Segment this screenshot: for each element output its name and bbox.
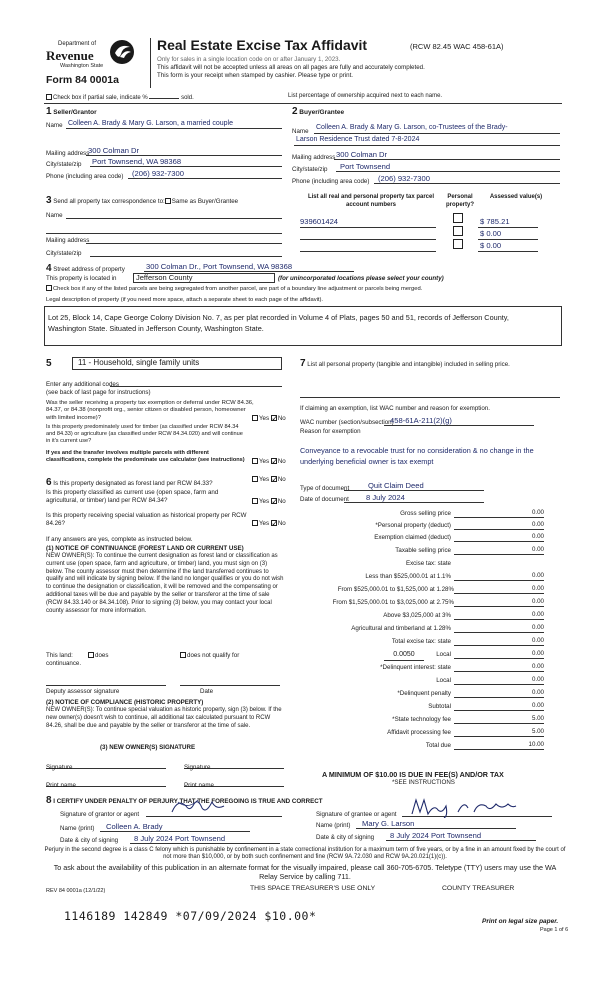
grantee-sig-label: Signature of grantee or agent [316, 811, 397, 818]
treasurer-space: THIS SPACE TREASURER'S USE ONLY [250, 885, 376, 892]
buyer-name-label: Name [292, 128, 309, 135]
street-value: 300 Colman Dr., Port Townsend, WA 98368 [146, 262, 293, 271]
parcel-row-2-personal-checkbox[interactable] [453, 226, 463, 236]
gross-row: Gross selling price 0.00 [400, 509, 544, 517]
delinquent-local-row: Local 0.00 [436, 676, 544, 684]
tier4-row: Above $3,025,000 at 3% 0.00 [383, 611, 544, 619]
buyer-mailing-label: Mailing address [292, 154, 336, 161]
perjury-text: Perjury in the second degree is a class C felony which is punishable by confinement in a state correctional institution for a maximum term of five years, or by a fine in an amount fixed by the court of not more than $10,000, or by both such confinement and fine (RCW 9A.72.030 and RCW 9A.20.021(1)(c)). [44, 847, 566, 860]
delinquent-state-row: *Delinquent interest: state 0.00 [380, 663, 544, 671]
partial-sale-row [46, 94, 194, 103]
seller-phone-label: Phone (including area code) [46, 173, 124, 180]
seller-heading: 1 Seller/Grantor [46, 106, 97, 117]
wac-value: 458-61A-211(2)(g) [390, 416, 452, 425]
doc-type-value: Quit Claim Deed [368, 481, 424, 490]
grantee-name-label: Name (print) [316, 822, 351, 829]
delinquent-penalty-row: *Delinquent penalty 0.00 [397, 689, 544, 697]
grantor-sig-label: Signature of grantor or agent [60, 811, 140, 818]
s6-q1-answer: Yes ✓ No [252, 476, 286, 484]
parcel-row-1-number: 939601424 [300, 217, 339, 226]
doc-type-label: Type of document [300, 485, 350, 492]
s6-q3-yes-checkbox[interactable] [252, 520, 258, 526]
parcel-row-2-number-field[interactable] [300, 231, 436, 240]
local-row: 0.0050 Local 0.00 [316, 651, 546, 662]
seller-mailing-label: Mailing address [46, 150, 90, 157]
ownership-note: List percentage of ownership acquired next to each name. [288, 93, 443, 99]
tech-fee-row: *State technology fee 5.00 [392, 715, 544, 723]
county-treasurer: COUNTY TREASURER [442, 885, 515, 892]
reason-label: Reason for exemption [300, 428, 361, 435]
s5-q2-yes-checkbox[interactable] [252, 458, 258, 464]
seller-name: Colleen A. Brady & Mary G. Larson, a married couple [68, 120, 233, 127]
grantor-date-label: Date & city of signing [60, 837, 119, 844]
partial-sale-checkbox[interactable] [46, 94, 52, 100]
s5-q1-answer: Yes ✓ No [252, 415, 286, 423]
subtotal-row: Subtotal 0.00 [428, 702, 544, 710]
s6-q2-yes-checkbox[interactable] [252, 498, 258, 504]
receipt-stamp: 1146189 142849 *07/09/2024 $10.00* [64, 909, 317, 923]
same-as-buyer-checkbox[interactable] [165, 198, 171, 204]
segregated-checkbox[interactable] [46, 285, 52, 291]
parcels-col2-header: Personal property? [445, 194, 474, 208]
s7-label: 7 List all personal property (tangible and intangible) included in selling price. [300, 358, 510, 369]
s6-q1-no-checkbox[interactable] [271, 476, 277, 482]
buyer-heading: 2 Buyer/Grantee [292, 106, 345, 117]
s5-q1-yes-checkbox[interactable] [252, 415, 258, 421]
parcel-row-3-number-field[interactable] [300, 243, 436, 252]
corr-name-label: Name [46, 212, 63, 219]
form-title: Real Estate Excise Tax Affidavit [157, 37, 368, 53]
total-state-row: Total excise tax: state 0.00 [391, 637, 544, 645]
grantee-signature-icon [408, 796, 518, 818]
dept-line1: Department of [58, 41, 97, 47]
additional-codes-label1: Enter any additional codes [46, 381, 119, 388]
header-note1: Only for sales in a single location code on or after January 1, 2023. [157, 56, 341, 63]
doc-date-label: Date of document [300, 496, 349, 503]
s6-q2-answer: Yes ✓ No [252, 498, 286, 506]
deputy-date-field[interactable] [180, 678, 280, 686]
corr-blank-field[interactable] [46, 225, 282, 234]
grantee-date-value: 8 July 2024 Port Townsend [390, 831, 482, 840]
seller-name-label: Name [46, 122, 63, 129]
tier1-row: Less than $525,000.01 at 1.1% 0.00 [365, 572, 544, 580]
land-use-value: 11 - Household, single family units [78, 358, 200, 367]
notice2-heading: (2) NOTICE OF COMPLIANCE (HISTORIC PROPERTY) [46, 699, 204, 706]
segregated-row: Check box if any of the listed parcels are being segregated from another parcel, are part of a boundary line adjustment or parcels being merged. [46, 285, 422, 293]
parcel-row-1-personal-checkbox[interactable] [453, 213, 463, 223]
s6-q1: 6 Is this property designated as forest land per RCW 84.33? [46, 477, 213, 488]
parcels-col1-header: List all real and personal property tax parcel account numbers [307, 194, 435, 208]
s6-q3-no-checkbox[interactable] [271, 520, 277, 526]
buyer-phone: (206) 932-7300 [378, 174, 430, 183]
legal-desc-value: Lot 25, Block 14, Cape George Colony Division No. 7, as per plat recorded in Volume 4 of Plats, pages 50 and 51, records of Jefferson County, Washington State. Situated in Jefferson County, Washington State. [48, 313, 509, 333]
s6-q3: Is this property receiving special valuation as historical property per RCW 84.26? [46, 512, 247, 527]
s6-q3-answer: Yes ✓ No [252, 520, 286, 528]
corr-mailing-field[interactable] [86, 235, 282, 244]
total-due-row: Total due 10.00 [425, 741, 544, 749]
new-owner-print2-label: Print name [184, 782, 214, 789]
does-option: does [88, 652, 108, 660]
tier3-row: From $1,525,000.01 to $3,025,000 at 2.75% 0.00 [332, 598, 544, 606]
street-label: 4 Street address of property [46, 263, 125, 274]
does-not-qualify-checkbox[interactable] [180, 652, 186, 658]
grantor-name-label: Name (print) [60, 825, 95, 832]
grantor-name-value: Colleen A. Brady [106, 822, 163, 831]
grantee-date-label: Date & city of signing [316, 834, 375, 841]
corr-city-field[interactable] [90, 248, 282, 257]
wac-label: WAC number (section/subsection) [300, 419, 394, 426]
doc-date-value: 8 July 2024 [366, 493, 405, 502]
s5-q2a: Is this property predominately used for timber (as classified under RCW 84.34 and 84.33) or agriculture (as classified under RCW 84.34.020) and will continue in it's current use? [46, 424, 243, 444]
seller-city: Port Townsend, WA 98368 [92, 157, 182, 166]
deputy-sig-label: Deputy assessor signature [46, 688, 120, 695]
exemption-label: If claiming an exemption, list WAC number and reason for exemption. [300, 405, 490, 412]
s6-q1-yes-checkbox[interactable] [252, 476, 258, 482]
parcel-row-1-value: $ 785.21 [480, 217, 510, 226]
this-land-row: This land: [46, 652, 73, 659]
corr-city-label: City/state/zip [46, 250, 82, 257]
new-owner-print1-label: Print name [46, 782, 76, 789]
local-rate[interactable]: 0.0050 [384, 651, 424, 661]
buyer-name-line2: Larson Residence Trust dated 7-8-2024 [296, 136, 420, 143]
buyer-city: Port Townsend [340, 162, 391, 171]
top-rule [44, 103, 562, 104]
buyer-city-label: City/state/zip [292, 166, 328, 173]
s5-q1-no-checkbox[interactable] [271, 415, 277, 421]
form-number: Form 84 0001a [46, 74, 119, 86]
grantor-date-value: 8 July 2024 Port Townsend [134, 834, 226, 843]
dept-line3: Washington State [60, 63, 104, 69]
perjury-notice [40, 847, 570, 861]
deputy-sig-field[interactable] [46, 678, 166, 686]
grantor-signature-icon [168, 796, 228, 818]
notice1-body: NEW OWNER(S): To continue the current designation as forest land or classification as current use (open space, farm and agriculture, or timber) land, you must sign on (3) below. The county assessor must then determine if the land transferred continues to qualify and will indicate by signing below. If the land no longer qualifies or you do not wish to continue the designation or classification, it will be removed and the compensating or additional taxes will be due and payable by the seller or transferor at the time of sale (RCW 84.33.140 or 84.34.108). Prior to signing (3) below, you may contact your local county assessor for more information. [46, 553, 284, 614]
s6-q2: Is this property classified as current use (open space, farm and agricultural, or timber) land per RCW 84.34? [46, 489, 219, 504]
legal-desc-label: Legal description of property (if you need more space, attach a separate sheet to each page of the affidavit). [46, 297, 324, 303]
new-owner-sig1-label: Signature [46, 764, 73, 771]
parcel-row-3-personal-checkbox[interactable] [453, 239, 463, 249]
dor-swirl-icon [108, 38, 136, 66]
buyer-mailing: 300 Colman Dr [336, 150, 388, 159]
additional-codes-field[interactable] [110, 379, 282, 387]
minimum-due-note: A MINIMUM OF $10.00 IS DUE IN FEE(S) AND/OR TAX [322, 770, 504, 779]
correspondence-heading: 3 Send all property tax correspondence to: Same as Buyer/Grantee [46, 195, 239, 206]
s7-personal-prop-field[interactable] [300, 390, 560, 398]
new-owner-sig2-label: Signature [184, 764, 211, 771]
legal-paper-note: Print on legal size paper. [482, 918, 559, 925]
header-note2: This affidavit will not be accepted unless all areas on all pages are fully and accurately completed. [157, 64, 425, 71]
buyer-name-line1: Colleen A. Brady & Mary G. Larson, co-Trustees of the Brady- [316, 124, 508, 131]
seller-phone: (206) 932-7300 [132, 169, 184, 178]
additional-codes-label2: (see back of last page for instructions) [46, 389, 151, 396]
parcel-row-2-value: $ 0.00 [480, 229, 502, 238]
seller-city-label: City/state/zip [46, 161, 82, 168]
header-divider [150, 38, 151, 88]
s5-q2b: If yes and the transfer involves multiple parcels with different classifications, complete the predominate use calculator (see instructions) [46, 450, 245, 463]
partial-sale-label: Check box if partial sale, indicate % [53, 95, 148, 101]
tax-calculation [316, 510, 546, 780]
grantee-name-value: Mary G. Larson [362, 819, 415, 828]
taxable-row: Taxable selling price 0.00 [395, 546, 544, 554]
page-number: Page 1 of 6 [540, 927, 569, 933]
parcels-col3-header: Assessed value(s) [489, 194, 543, 200]
revision: REV 84 0001a (12/1/22) [46, 888, 106, 894]
see-instructions-note: *SEE INSTRUCTIONS [392, 779, 455, 786]
personal-row: *Personal property (deduct) 0.00 [375, 521, 544, 529]
parcel-row-3-value: $ 0.00 [480, 241, 502, 250]
tier5-row: Agricultural and timberland at 1.28% 0.00 [351, 624, 544, 632]
buyer-phone-label: Phone (including area code) [292, 178, 370, 185]
corr-name-field[interactable] [66, 210, 282, 219]
county-value: Jefferson County [136, 273, 193, 282]
s5-q2-answer: Yes ✓ No [252, 458, 286, 466]
reason-value: Conveyance to a revocable trust for no consideration & no change in the underlying beneficial owner is tax exempt [300, 446, 534, 466]
availability-notice: To ask about the availability of this publication in an alternate format for the visually impaired, please call 360-705-6705. Teletype (TTY) users may use the WA Relay Service by calling 711. [53, 863, 557, 881]
county-note: (for unincorporated locations please select your county) [278, 275, 444, 282]
certify-line: 8 I CERTIFY UNDER PENALTY OF PERJURY THAT THE FOREGOING IS TRUE AND CORRECT [46, 795, 323, 806]
notice2-body: NEW OWNER(S): To continue special valuation as historic property, sign (3) below. If the new owner(s) doesn't wish to continue, all additional tax calculated pursuant to RCW 84.26, shall be due and payable by the seller or transferor at the time of sale. [46, 707, 282, 729]
section5-num: 5 [46, 358, 52, 369]
notice3-heading: (3) NEW OWNER(S) SIGNATURE [100, 744, 196, 751]
header-note3: This form is your receipt when stamped by cashier. Please type or print. [157, 72, 354, 79]
s5-q2-no-checkbox[interactable] [271, 458, 277, 464]
dept-line2: Revenue [46, 48, 94, 63]
notice1-heading: (1) NOTICE OF CONTINUANCE (FOREST LAND OR CURRENT USE) [46, 545, 244, 552]
exempt-row: Exemption claimed (deduct) 0.00 [374, 533, 544, 541]
processing-fee-row: Affidavit processing fee 5.00 [387, 728, 544, 736]
seller-mailing: 300 Colman Dr [88, 146, 140, 155]
corr-mailing-label: Mailing address [46, 237, 90, 244]
continuance-label: continuance. [46, 660, 82, 667]
s5-q1: Was the seller receiving a property tax exemption or deferral under RCW 84.36, 84.37, or 84.38 (nonprofit org., senior citizen or disabled person, homeowner with limited income)? [46, 400, 254, 421]
does-not-option: does not qualify for [180, 652, 239, 660]
doc-date-field[interactable] [344, 494, 484, 503]
partial-sale-sold: sold. [181, 95, 194, 101]
excise-state-row: Excise tax: state [405, 560, 451, 567]
s6-q2-no-checkbox[interactable] [271, 498, 277, 504]
deputy-date-label: Date [200, 688, 214, 695]
s6-if-yes: If any answers are yes, complete as instructed below. [46, 536, 193, 543]
form-rcw: (RCW 82.45 WAC 458-61A) [410, 42, 504, 51]
tier2-row: From $525,000.01 to $1,525,000 at 1.28% 0.00 [337, 585, 544, 593]
does-qualify-checkbox[interactable] [88, 652, 94, 658]
county-label: This property is located in [46, 275, 117, 282]
